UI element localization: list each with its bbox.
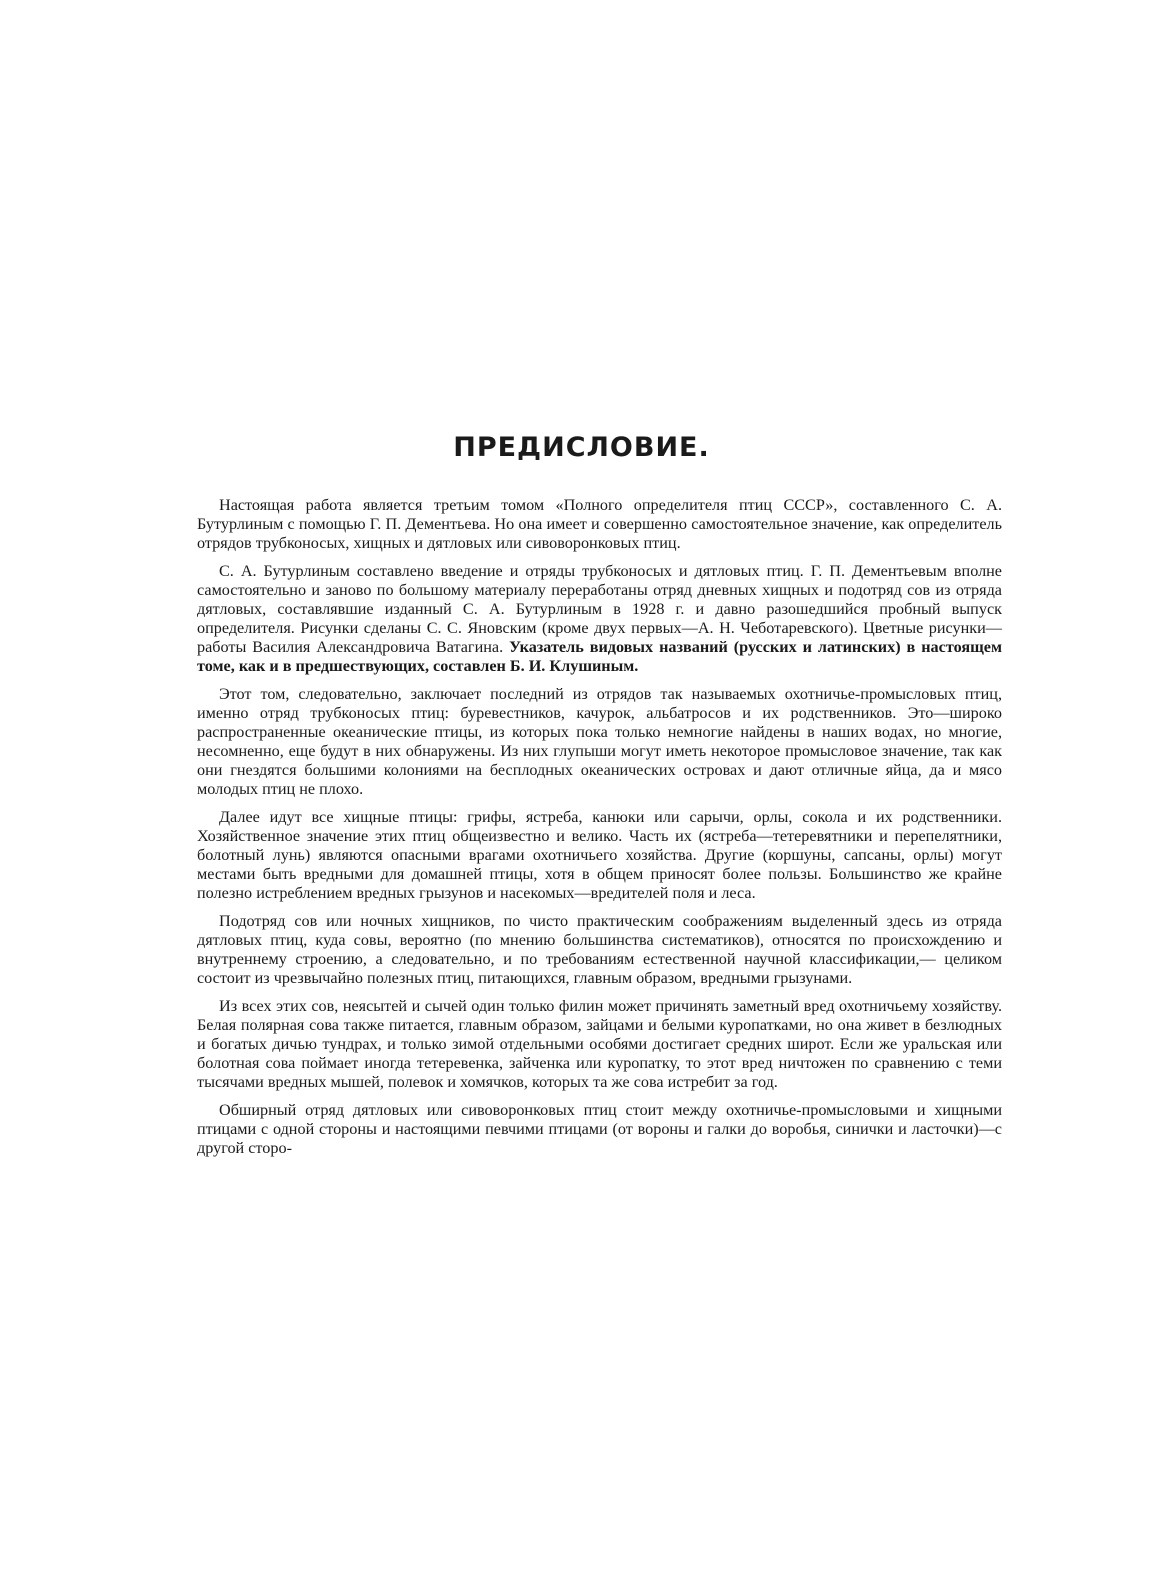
- preface-body: [197, 496, 1002, 1167]
- paragraph: [197, 562, 1002, 676]
- paragraph-text: Настоящая работа является третьим томом «Полного определителя птиц СССР», составленного С. А. Бутурлиным с помощью Г. П. Дементьева. Но она имеет и совершенно самостоятельное значение, как определитель отрядов трубконосых, хищных и дятловых или сивоворонковых птиц.: [197, 496, 1002, 552]
- paragraph-text: Из всех этих сов, неясытей и сычей один только филин может причинять заметный вред охотничьему хозяйству. Белая полярная сова также питается, главным образом, зайцами и белыми куропатками, но она живет в безлюдных и богатых дичью тундрах, и только зимой отдельными особями достигает средних широт. Если же уральская или болотная сова поймает иногда тетеревенка, зайченка или куропатку, то этот вред ничтожен по сравнению с теми тысячами вредных мышей, полевок и хомячков, которых та же сова истребит за год.: [197, 997, 1002, 1091]
- page-title: ПРЕДИСЛОВИЕ.: [453, 432, 710, 463]
- paragraph: [197, 1101, 1002, 1158]
- paragraph-bold-text: Указатель видовых названий (русских и латинских) в настоящем томе, как и в предшествующих, составлен Б. И. Клушиным.: [197, 638, 1002, 675]
- paragraph: [197, 808, 1002, 903]
- paragraph: [197, 997, 1002, 1092]
- paragraph: [197, 496, 1002, 553]
- paragraph-text: С. А. Бутурлиным составлено введение и отряды трубконосых и дятловых птиц. Г. П. Дементьевым вполне самостоятельно и заново по большому материалу переработаны отряд дневных хищных и подотряд сов из отряда дятловых, составлявшие изданный С. А. Бутурлиным в 1928 г. и давно разошедшийся пробный выпуск определителя. Рисунки сделаны С. С. Яновским (кроме двух первых—А. Н. Чеботаревского). Цветные рисунки—работы Василия Александровича Ватагина.: [197, 562, 1002, 656]
- paragraph: [197, 685, 1002, 799]
- paragraph-text: Подотряд сов или ночных хищников, по чисто практическим соображениям выделенный здесь из отряда дятловых птиц, куда совы, вероятно (по мнению большинства систематиков), относятся по происхождению и внутреннему строению, а следовательно, и по требованиям естественной научной классификации,— целиком состоит из чрезвычайно полезных птиц, питающихся, главным образом, вредными грызунами.: [197, 912, 1002, 987]
- paragraph-text: Обширный отряд дятловых или сивоворонковых птиц стоит между охотничье-промысловыми и хищными птицами с одной стороны и настоящими певчими птицами (от вороны и галки до воробья, синички и ласточки)—с другой сторо-: [197, 1101, 1002, 1157]
- paragraph: [197, 912, 1002, 988]
- paragraph-text: Далее идут все хищные птицы: грифы, ястреба, канюки или сарычи, орлы, сокола и их родственники. Хозяйственное значение этих птиц общеизвестно и велико. Часть их (ястреба—тетеревятники и перепелятники, болотный лунь) являются опасными врагами охотничьего хозяйства. Другие (коршуны, сапсаны, орлы) могут местами быть вредными для домашней птицы, хотя в общем приносят более пользы. Большинство же крайне полезно истреблением вредных грызунов и насекомых—вредителей поля и леса.: [197, 808, 1002, 902]
- paragraph-text: Этот том, следовательно, заключает последний из отрядов так называемых охотничье-промысловых птиц, именно отряд трубконосых птиц: буревестников, качурок, альбатросов и их родственников. Это—широко распространенные океанические птицы, из которых пока только немногие найдены в наших водах, но многие, несомненно, еще будут в них обнаружены. Из них глупыши могут иметь некоторое промысловое значение, так как они гнездятся большими колониями на бесплодных океанических островах и дают отличные яйца, да и мясо молодых птиц не плохо.: [197, 685, 1002, 798]
